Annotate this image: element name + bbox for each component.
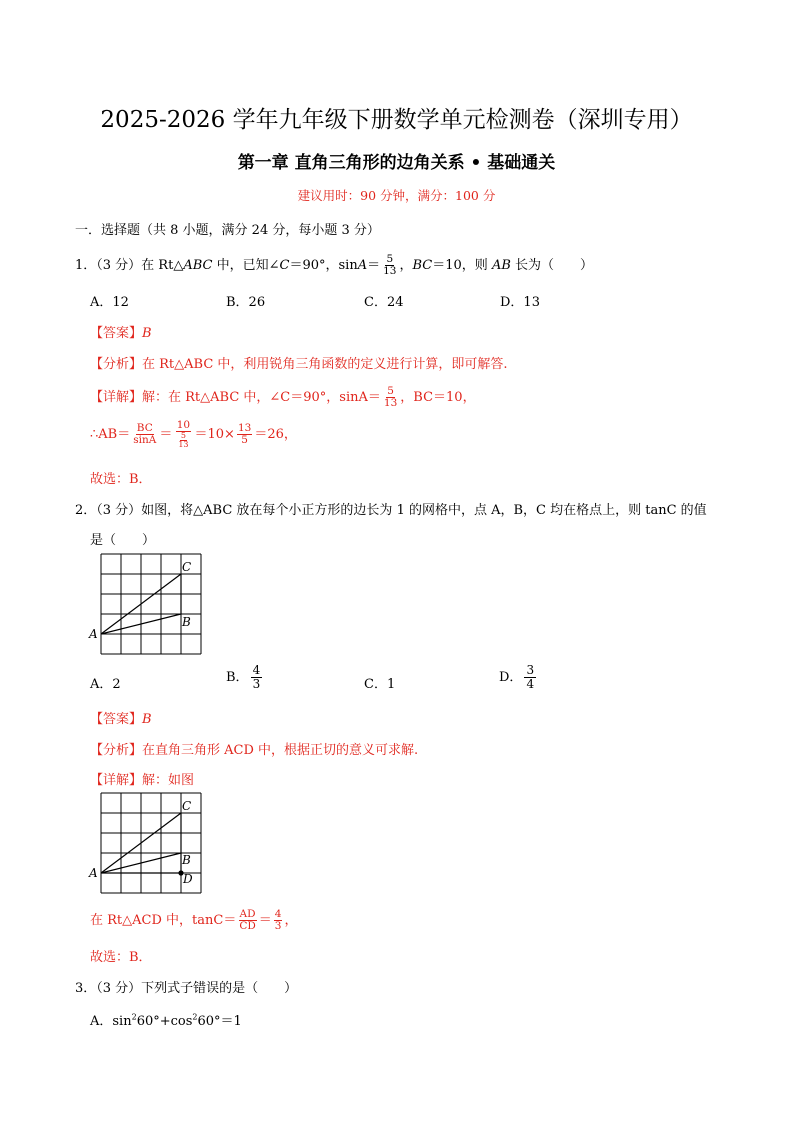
label-c: C bbox=[182, 799, 192, 813]
q1-option-b[interactable]: B．26 bbox=[226, 295, 266, 310]
q2-option-d[interactable]: D． $\frac{3}{4}$ bbox=[499, 663, 535, 691]
time-score-note: 建议用时：90 分钟，满分：100 分 bbox=[297, 188, 496, 203]
label-a: A bbox=[89, 627, 98, 641]
q2-analysis: 【分析】在直角三角形 ACD 中，根据正切的意义可求解. bbox=[90, 743, 419, 758]
grid-figure-2 bbox=[88, 789, 208, 895]
fraction-5-13: $\frac{5}{13}$ bbox=[383, 253, 397, 277]
question-3-stem: 3．（3 分）下列式子错误的是（ ） bbox=[75, 981, 298, 996]
q1-choose: 故选：B． bbox=[90, 472, 152, 487]
label-a: A bbox=[89, 866, 98, 880]
page-title: 2025-2026 学年九年级下册数学单元检测卷（深圳专用） bbox=[100, 107, 693, 133]
chapter-subtitle: 第一章 直角三角形的边角关系 • 基础通关 bbox=[237, 153, 556, 173]
q2-choose: 故选：B． bbox=[90, 950, 152, 965]
q1-calculation: ∴AB＝ $\frac{BC}{\sin A}$ ＝ $\frac{10}{\frac{5}{13}}$ ＝10× $\frac{13}{5}$ ＝26， bbox=[90, 419, 297, 449]
question-1-stem: 1．（3 分）在 Rt△ABC 中，已知∠C＝90°，sinA＝ $\frac{5}{13}$ ，BC＝10，则 AB 长为（ ） bbox=[75, 253, 594, 277]
label-b: B bbox=[182, 853, 191, 867]
question-2-stem-line1: 2．（3 分）如图，将△ABC 放在每个小正方形的边长为 1 的网格中，点 A，B，C 均在格点上，则 tanC 的值 bbox=[75, 503, 707, 518]
q1-option-c[interactable]: C．24 bbox=[364, 295, 404, 310]
q1-option-d[interactable]: D．13 bbox=[500, 295, 540, 310]
label-b: B bbox=[182, 615, 191, 629]
q2-option-c[interactable]: C．1 bbox=[364, 677, 396, 692]
q1-answer: 【答案】B bbox=[90, 326, 152, 341]
q1-analysis: 【分析】在 Rt△ABC 中，利用锐角三角函数的定义进行计算，即可解答. bbox=[90, 357, 508, 372]
grid-figure-1 bbox=[88, 550, 208, 656]
q2-detail: 【详解】解：如图 bbox=[90, 773, 195, 788]
question-2-stem-line2: 是（ ） bbox=[90, 533, 156, 548]
q1-detail: 【详解】解：在 Rt△ABC 中，∠C＝90°，sinA＝ $\frac{5}{13}$ ，BC＝10， bbox=[90, 385, 476, 409]
label-d: D bbox=[183, 872, 193, 886]
label-c: C bbox=[182, 560, 192, 574]
q2-option-b[interactable]: B． $\frac{4}{3}$ bbox=[226, 663, 261, 691]
q1-option-a[interactable]: A．12 bbox=[90, 295, 129, 310]
q3-option-a[interactable]: A．$\sin^260^\circ+\cos^260^\circ=1$ bbox=[90, 1012, 242, 1029]
section-heading: 一．选择题（共 8 小题，满分 24 分，每小题 3 分） bbox=[75, 223, 380, 238]
q2-calculation: 在 Rt△ACD 中，tanC＝ $\frac{AD}{CD}$ ＝ $\frac{4}{3}$ ， bbox=[90, 908, 298, 932]
q2-option-a[interactable]: A．2 bbox=[90, 677, 121, 692]
q2-answer: 【答案】B bbox=[90, 712, 152, 727]
